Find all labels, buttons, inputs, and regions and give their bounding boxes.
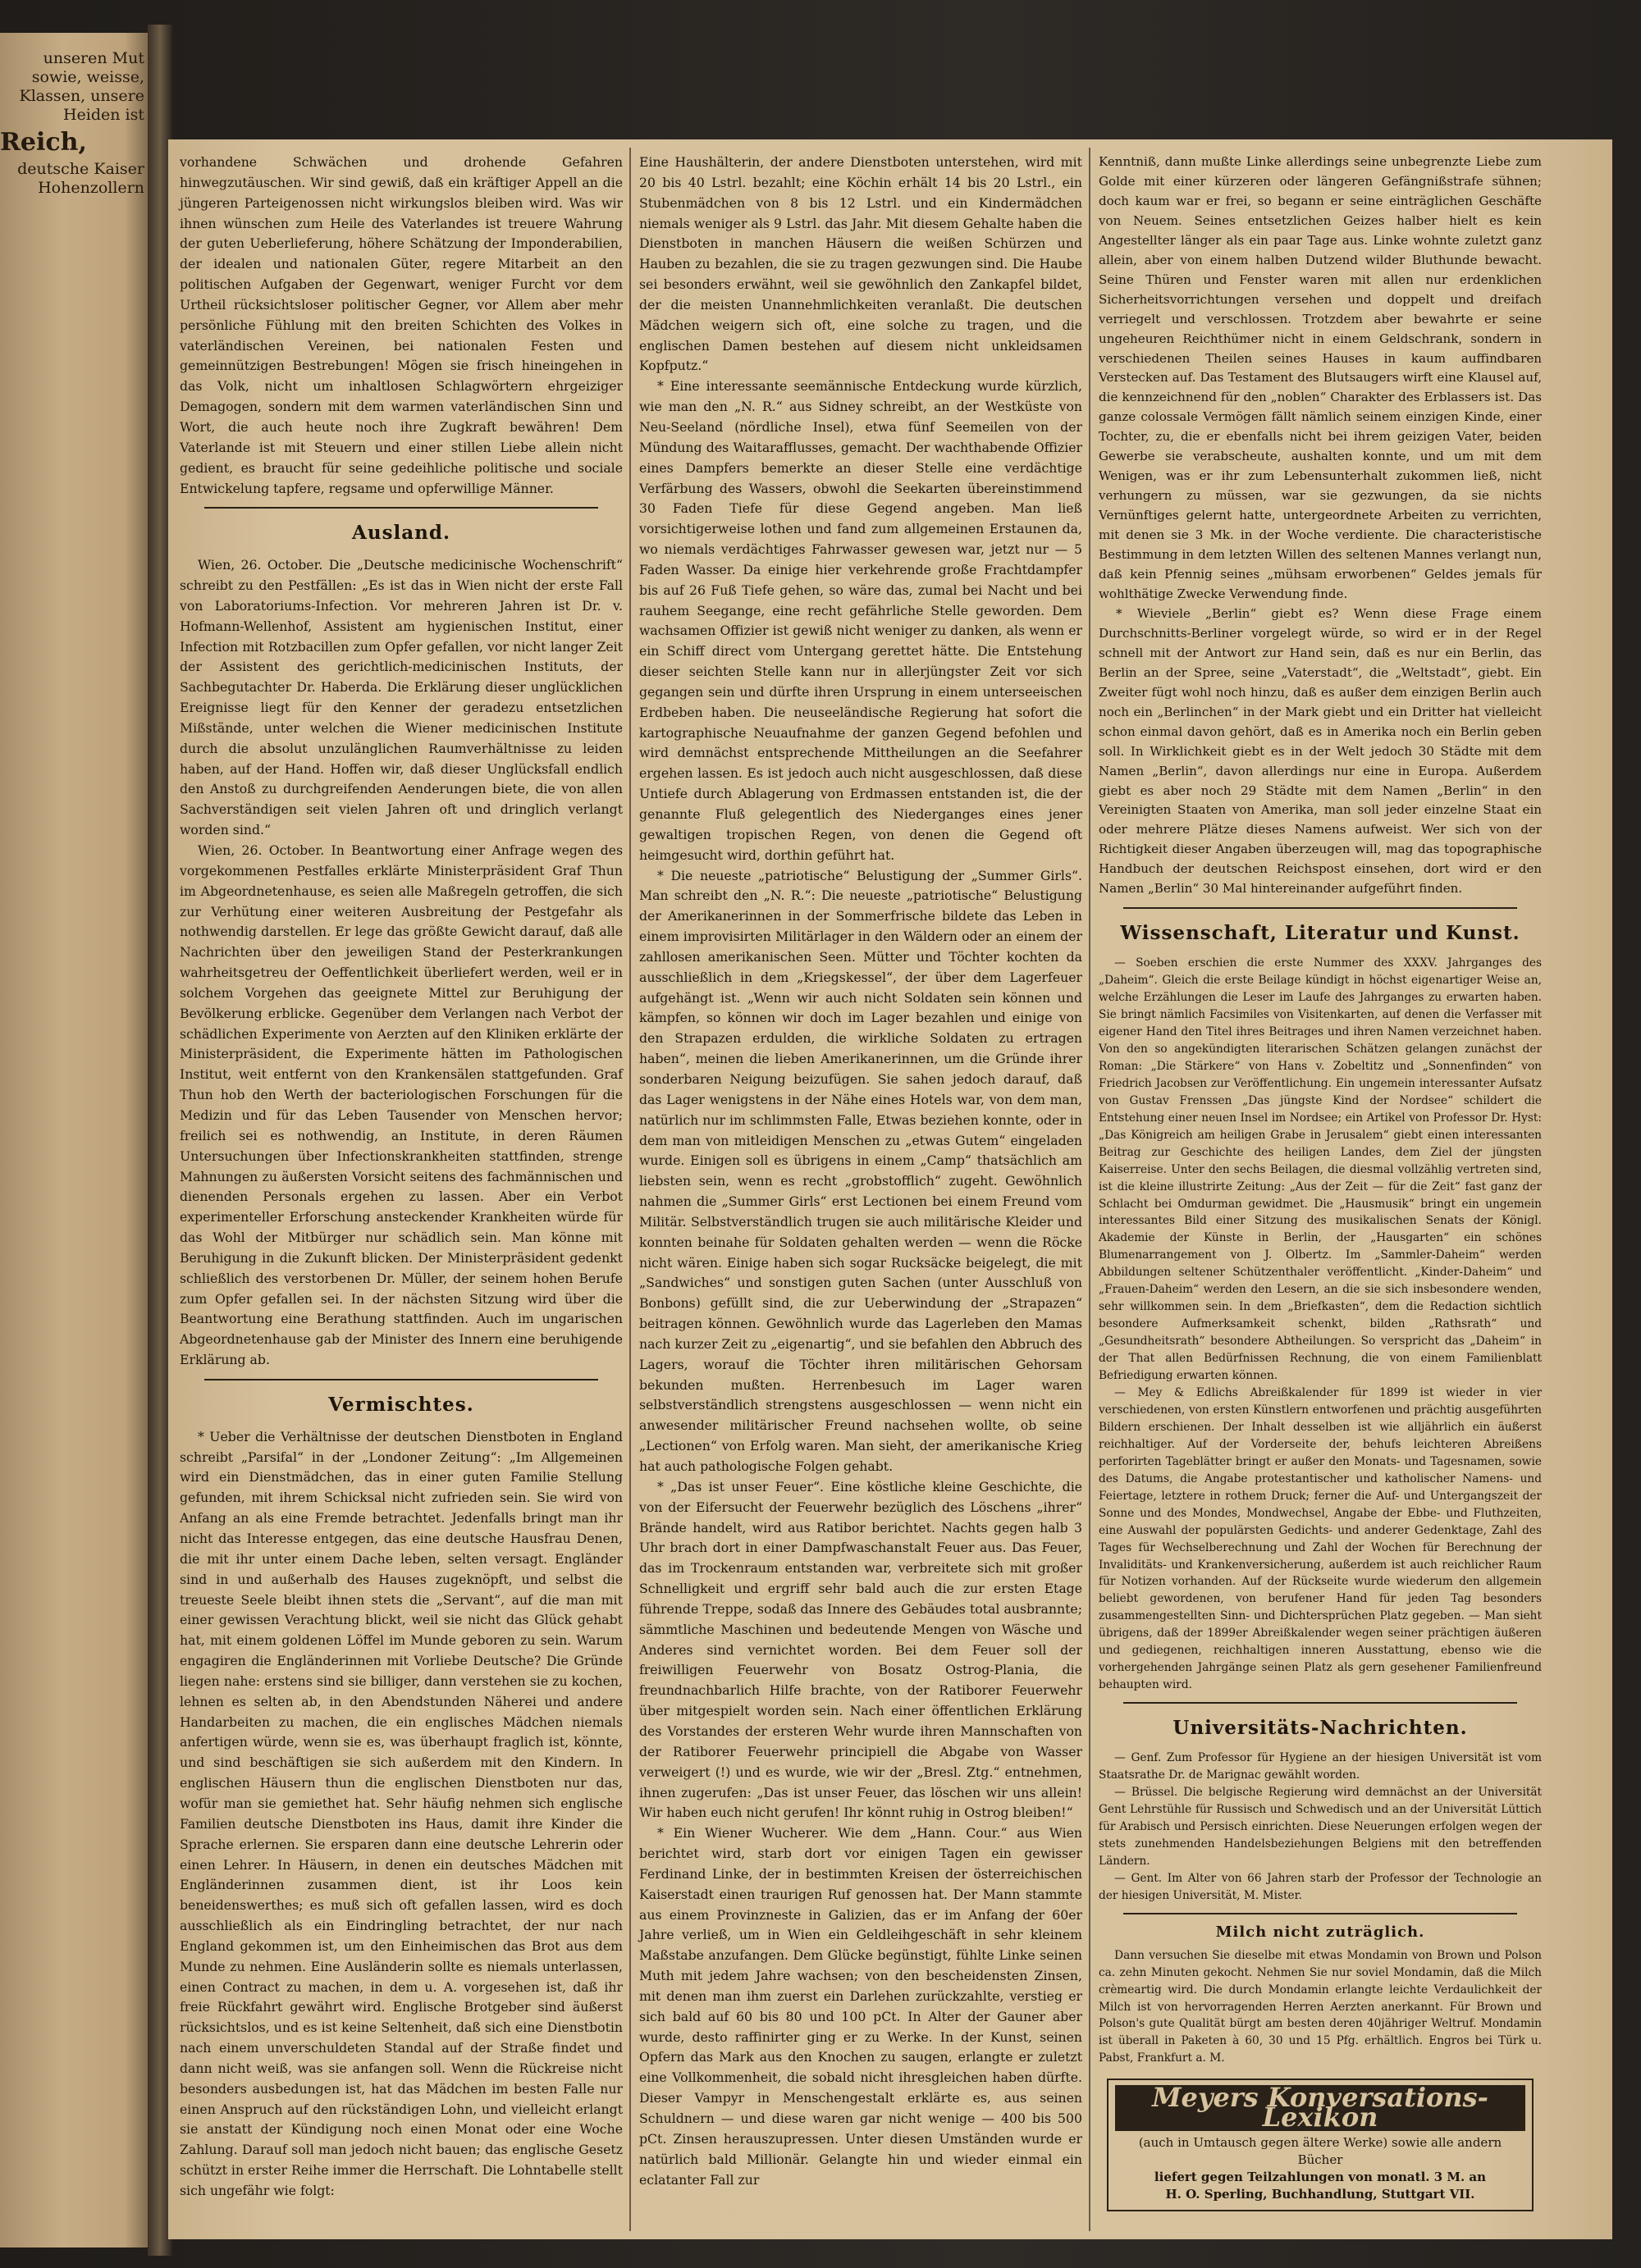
left-page-heading: Reich,: [0, 128, 87, 157]
section-divider: [1123, 907, 1517, 909]
advert-heading-milch: Milch nicht zuträglich.: [1215, 1923, 1425, 1941]
column-rule: [1089, 148, 1090, 2231]
column-rule: [629, 148, 631, 2231]
left-facing-page: [0, 33, 156, 2247]
left-page-line: Heiden ist: [62, 106, 144, 124]
article-continuation: vorhandene Schwächen und drohende Gefahren hinwegzutäuschen. Wir sind gewiß, daß ein kräftiger Appell an die jüngeren Parteigenossen nicht wirkungslos bleiben wird. Was wir ihnen wünschen zum Heile des Vaterlandes ist treuere Wahrung der guten Ueberlieferung, höhere Schätzung der Imponderabilien, der idealen und nationalen Güter, regere Mitarbeit an den politischen Aufgaben der Gegenwart, weniger Furcht vor dem Urtheil rücksichtsloser politischer Gegner, vor Allem aber mehr persönliche Fühlung mit den breiten Schichten des Volkes in vaterländischen Vereinen, bei nationalen Festen und gemeinnützigen Bestrebungen! Mögen sie frisch hineingehen in das Volk, nicht um inhaltlosen Schlagwörtern ehrgeiziger Demagogen, sondern mit dem warmen vaterländischen Sinn und Wort, die auch heute noch ihre Zugkraft bewähren! Dem Vaterlande ist mit Steuern und einer stillen Liebe allein nicht gedient, es braucht für seine gedeihliche politische und sociale Entwickelung tapfere, regsame und opferwillige Männer.: [180, 154, 623, 496]
column-3: [1099, 153, 1542, 2211]
article-continuation: Kenntniß, dann mußte Linke allerdings seine unbegrenzte Liebe zum Golde mit einer kürzeren oder längeren Gefängnißstrafe sühnen; doch kaum war er frei, so begann er seine einträglichen Geschäfte von Neuem. Seines entsetzlichen Geizes halber hielt es kein Angestellter länger als ein paar Tage aus. Linke wohnte zuletzt ganz allein, aber von einem halben Dutzend wilder Bluthunde bewacht. Seine Thüren und Fenster waren mit allen nur erdenklichen Sicherheitsvorrichtungen versehen und doppelt und dreifach verriegelt und verschlossen. Trotzdem aber bewahrte er seine ungeheuren Reichthümer nicht in einem Geldschrank, sondern in verschiedenen Theilen seines Hauses in kaum auffindbaren Verstecken auf. Das Testament des Blutsaugers wirft eine Klausel auf, die kennzeichnend für den „noblen“ Charakter des Erblassers ist. Das ganze colossale Vermögen fällt nämlich seinem einzigen Kinde, einer Tochter, zu, die er ebenfalls nicht bei ihrem geizigen Vater, beiden Gewerbe sie verabscheute, aushalten konnte, und um mit dem Wenigen, was er ihr zum Lebensunterhalt zukommen ließ, nicht verhungern zu müssen, war sie gezwungen, da sie nichts Vernünftiges gelernt hatte, untergeordnete Arbeiten zu verrichten, mit denen sie 3 Mk. in der Woche verdiente. Die characteristische Bestimmung in dem letzten Willen des seltenen Mannes verlangt nun, daß kein Pfennig seines „mühsam erworbenen“ Geldes jemals für wohlthätige Zwecke Verwendung finde.: [1099, 154, 1542, 601]
column-1: [180, 153, 623, 2202]
left-page-line: sowie, weisse,: [31, 68, 144, 86]
left-page-text: [0, 49, 148, 198]
article-continuation: Eine Haushälterin, der andere Dienstboten unterstehen, wird mit 20 bis 40 Lstrl. bezahlt; eine Köchin erhält 14 bis 20 Lstrl., ein Stubenmädchen von 8 bis 12 Lstrl. und ein Kindermädchen niemals weniger als 9 Lstrl. das Jahr. Mit diesem Gehalte haben die Dienstboten in manchen Häusern die weißen Schürzen und Hauben zu bezahlen, die sie zu tragen gezwungen sind. Die Haube sei besonders erwähnt, weil sie gewöhnlich den Zankapfel bildet, der die meisten Unannehmlichkeiten veranlaßt. Die deutschen Mädchen weigern sich oft, eine solche zu tragen, und die englischen Damen bestehen auf diesem nicht unkleidsamen Kopfputz.“: [639, 154, 1082, 374]
news-item: — Brüssel. Die belgische Regierung wird demnächst an der Universität Gent Lehrstühle für Russisch und Schwedisch und an der Universität Lüttich für Arabisch und Persisch einrichten. Diese Neuerungen erfolgen wegen der stets zunehmenden Handelsbeziehungen Belgiens mit den betreffenden Ländern.: [1099, 1786, 1542, 1868]
newspaper-page: [168, 139, 1612, 2239]
news-item: * „Das ist unser Feuer“. Eine köstliche kleine Geschichte, die von der Eifersucht der Feuerwehr bezüglich des Löschens „ihrer“ Brände handelt, wird aus Ratibor berichtet. Nachts gegen halb 3 Uhr brach dort in einer Dampfwaschanstalt Feuer aus. Das Feuer, das im Trockenraum entstanden war, verbreitete sich mit großer Schnelligkeit und ergriff sehr bald auch die zur ersten Etage führende Treppe, sodaß das Innere des Gebäudes total ausbrannte; sämmtliche Maschinen und bedeutende Mengen von Wäsche und Anderes sind vernichtet worden. Bei dem Feuer soll der freiwilligen Feuerwehr von Bosatz Ostrog-Plania, die freundnachbarlich Hilfe brachte, von der Ratiborer Feuerwehr über mitgespielt worden sein. Nach einer öffentlichen Erklärung des Vorstandes der ersteren Wehr wurde ihren Mannschaften von der Ratiborer Feuerwehr principiell die Abgabe von Wasser verweigert (!) und es wurde, wie wir der „Bresl. Ztg.“ entnehmen, ihnen zugerufen: „Das ist unser Feuer, das löschen wir uns allein! Wir haben euch nicht gerufen! Ihr könnt ruhig in Ostrog bleiben!“: [639, 1478, 1082, 1821]
section-heading-vermischtes: Vermischtes.: [328, 1393, 474, 1416]
news-item: * Ueber die Verhältnisse der deutschen Dienstboten in England schreibt „Parsifal“ in der „Londoner Zeitung“: „Im Allgemeinen wird ein Dienstmädchen, das in einer guten Familie Stellung gefunden, mit ihrem Schicksal nicht zufrieden sein. Sie wird von Anfang an als eine Fremde betrachtet. Jedenfalls bringt man ihr nicht das Interesse entgegen, das eine deutsche Hausfrau Denen, die mit ihr unter einem Dache leben, selten versagt. Engländer sind in und außerhalb des Hauses zugeknöpft, und selbst die treueste Seele bleibt ihnen stets die „Servant“, auf die man mit einer gewissen Verachtung blickt, weil sie nicht das Glück gehabt hat, mit einem goldenen Löffel im Munde geboren zu sein. Warum engagiren die Engländerinnen mit Vorliebe Deutsche? Die Gründe liegen nahe: erstens sind sie billiger, dann verstehen sie zu kochen, lehnen es selten ab, in den Abendstunden Näherei und andere Handarbeiten zu machen, die ein englisches Mädchen niemals anfertigen würde, wenn sie es, was überhaupt fraglich ist, könnte, und sind beschäftigen sie sich außerdem mit den Kindern. In englischen Häusern thun die englischen Dienstboten nur das, wofür man sie gemiethet hat. Sehr häufig nehmen sich englische Familien deutsche Dienstboten ins Haus, damit ihre Kinder die Sprache erlernen. Sie ersparen dann eine deutsche Lehrerin oder einen Lehrer. In Häusern, in denen ein deutsches Mädchen mit Engländerinnen zusammen dient, ist ihr Loos kein beneidenswerthes; es muß sich oft gefallen lassen, wird es doch ausschließlich als ein Eindringling betrachtet, der nur nach England gekommen ist, um den Einheimischen das Brot aus dem Munde zu nehmen. Eine Ausländerin sollte es niemals unterlassen, einen Contract zu machen, in dem u. A. vorgesehen ist, daß ihr freie Rückfahrt gewährt wird. Englische Brotgeber sind äußerst rücksichtslos, und es ist keine Seltenheit, daß sich eine Dienstbotin nach einem unverschuldeten Standal auf der Straße findet und dann nicht weiß, was sie anfangen soll. Wenn die Rückreise nicht besonders ausbedungen ist, hat das Mädchen im besten Falle nur einen Anspruch auf den rückständigen Lohn, und vielleicht erlangt sie anstatt der Kündigung noch einen Monat oder eine Woche Zahlung. Darauf soll man jedoch nicht bauen; das englische Gesetz schützt in erster Reihe immer die Herrschaft. Die Lohntabelle stellt sich ungefähr wie folgt:: [180, 1428, 623, 2198]
advert-line: (auch in Umtausch gegen ältere Werke) sowie alle andern Bücher: [1138, 2135, 1502, 2168]
left-page-line: Klassen, unsere: [19, 87, 144, 105]
section-divider: [204, 1379, 598, 1380]
section-heading-ausland: Ausland.: [352, 522, 450, 545]
section-divider: [204, 507, 598, 509]
news-item: — Gent. Im Alter von 66 Jahren starb der Professor der Technologie an der hiesigen Universität, M. Mister.: [1099, 1871, 1542, 1902]
section-divider: [1123, 1702, 1517, 1704]
news-item: * Die neueste „patriotische“ Belustigung der „Summer Girls“. Man schreibt den „N. R.“: Die neueste „patriotische“ Belustigung der Amerikanerinnen in der Sommerfrische bildete das Leben in einem improvisirten Militärlager in den Wäldern oder an einem der zahllosen amerikanischen Seen. Mütter und Töchter kochten da ausschließlich in dem „Kriegskessel“, der über dem Lagerfeuer aufgehängt ist. „Wenn wir auch nicht Soldaten sein können und kämpfen, so können wir doch im Lager bezahlen und einige von den Strapazen erdulden, die wirkliche Soldaten zu ertragen haben“, meinen die lieben Amerikanerinnen, um die Gründe ihrer sonderbaren Neigung beizufügen. Sie sahen jedoch darauf, daß das Lager wenigstens in der Nähe eines Hotels war, von dem man, natürlich nur im schlimmsten Falle, Etwas beziehen konnte, oder in dem man von mitleidigen Menschen zu „etwas Gutem“ eingeladen wurde. Einigen soll es übrigens in einem „Camp“ thatsächlich am liebsten sein, wenn es recht „grobstofflich“ zugeht. Gewöhnlich nahmen die „Summer Girls“ erst Lectionen bei einem Freund vom Militär. Selbstverständlich trugen sie auch militärische Kleider und konnten beinahe für Soldaten gehalten werden — wenn die Röcke nicht wären. Einige haben sich sogar Rucksäcke beigelegt, die mit „Sandwiches“ und sonstigen guten Sachen (unter Ausschluß von Bonbons) gefüllt sind, die zur Ueberwindung der „Strapazen“ beitragen können. Gewöhnlich wurde das Lagerleben den Mamas nach kurzer Zeit zu „eigenartig“, und sie befahlen den Abbruch des Lagers, worauf die Töchter ihren militärischen Gehorsam bekunden mußten. Herrenbesuch im Lager waren selbstverständlich strengstens ausgeschlossen — wenn nicht ein anwesender militärischer Freund nachsehen wollte, ob seine „Lectionen“ von Erfolg waren. Man sieht, der amerikanische Krieg hat auch pathologische Folgen gehabt.: [639, 867, 1082, 1474]
news-item: — Soeben erschien die erste Nummer des XXXV. Jahrganges des „Daheim“. Gleich die erste Beilage kündigt in höchst eigenartiger Weise an, welche Erzählungen die Leser im Laufe des Jahrganges zu erwarten haben. Sie bringt nämlich Facsimiles von Visitenkarten, auf denen die Verfasser mit eigener Hand den Titel ihres Beitrages und ihren Namen verzeichnet haben. Von den so angekündigten literarischen Schätzen gelangen zunächst der Roman: „Die Stärkere“ von Hans v. Zobeltitz und „Sonnenfinden“ von Friedrich Jacobsen zur Veröffentlichung. Ein ungemein interessanter Aufsatz von Gustav Frenssen „Das jüngste Kind der Nordsee“ schildert die Entstehung einer neuen Insel im Nordsee; ein Artikel von Professor Dr. Hyst: „Das Königreich am heiligen Grabe in Jerusalem“ giebt einen interessanten Beitrag zur Geschichte des heiligen Landes, dem Ziel der jüngsten Kaiserreise. Unter den sechs Beilagen, die diesmal vollzählig vertreten sind, ist die kleine illustrirte Zeitung: „Aus der Zeit — für die Zeit“ fast ganz der Schlacht bei Omdurman gewidmet. Die „Hausmusik“ bringt ein ungemein interessantes Bild einer Sitzung des musikalischen Senats der Königl. Akademie der Künste in Berlin, der „Hausgarten“ ein schönes Blumenarrangement von J. Olbertz. Im „Sammler-Daheim“ werden Abbildungen seltener Schützenthaler veröffentlicht. „Kinder-Daheim“ und „Frauen-Daheim“ werden den Lesern, an die sie sich insbesondere wenden, sehr willkommen sein. In dem „Briefkasten“, dem die Redaction sichtlich besondere Aufmerksamkeit schenkt, bilden „Rathsrath“ und „Gesundheitsrath“ besondere Abtheilungen. So verspricht das „Daheim“ in der That allen Bedürfnissen Rechnung, die von einem Familienblatt Befriedigung erwarten können.: [1099, 956, 1542, 1383]
advert-line: liefert gegen Teilzahlungen von monatl. 3 M. an: [1154, 2170, 1487, 2185]
news-item: * Ein Wiener Wucherer. Wie dem „Hann. Cour.“ aus Wien berichtet wird, starb dort vor einigen Tagen ein gewisser Ferdinand Linke, der in bestimmten Kreisen der österreichischen Kaiserstadt einen traurigen Ruf genossen hat. Der Mann stammte aus einem Provinzneste in Galizien, das er im Anfang der 60er Jahre verließ, um in Wien ein Geldleihgeschäft in sehr kleinem Maßstabe anzufangen. Dem Glücke begünstigt, fühlte Linke seinen Muth mit jedem Jahre wachsen; von den bescheidensten Zinsen, mit denen man ihm zuerst ein Darlehen zurückzahlte, verstieg er sich bald auf 60 bis 80 und 100 pCt. In Alter der Gauner aber wurde, desto raffinirter ging er zu Werke. In der Kunst, seinen Opfern das Mark aus den Knochen zu saugen, erlangte er zuletzt eine Vollkommenheit, die sobald nicht ihresgleichen haben dürfte. Dieser Vampyr in Menschengestalt erklärte es, aus seinen Schuldnern — und diese waren gar nicht wenige — 400 bis 500 pCt. Zinsen herauszupressen. Unter diesen Umständen wurde er natürlich bald Millionär. Gelangte hin und wieder einmal ein eclatanter Fall zur: [639, 1825, 1082, 2188]
advert-title: Meyers Konversations-Lexikon: [1115, 2085, 1525, 2131]
section-heading-wissenschaft: Wissenschaft, Literatur und Kunst.: [1120, 922, 1520, 945]
news-item: — Genf. Zum Professor für Hygiene an der hiesigen Universität ist vom Staatsrathe Dr. de Marignac gewählt worden.: [1099, 1751, 1542, 1782]
advertisement-box: [1107, 2079, 1534, 2211]
news-item: Wien, 26. October. Die „Deutsche medicinische Wochenschrift“ schreibt zu den Pestfällen: „Es ist das in Wien nicht der erste Fall von Laboratoriums-Infection. Vor mehreren Jahren ist Dr. v. Hofmann-Wellenhof, Assistent am hygienischen Institut, einer Infection mit Rotzbacillen zum Opfer gefallen, vor nicht langer Zeit der Assistent des gerichtlich-medicinischen Instituts, der Sachbegutachter Dr. Haberda. Die Erklärung dieser unglücklichen Ereignisse liegt für den Kenner der geradezu entsetzlichen Mißstände, unter welchen die Wiener medicinischen Institute durch die absolut unzulänglichen Raumverhältnisse zu leiden haben, auf der Hand. Hoffen wir, daß dieser Unglücksfall endlich den Anstoß zu durchgreifenden Aenderungen biete, die von allen Sachverständigen seit vielen Jahren oft und dringlich verlangt worden sind.“: [180, 557, 623, 838]
section-divider: [1123, 1913, 1517, 1914]
advert-line: H. O. Sperling, Buchhandlung, Stuttgart VII.: [1165, 2187, 1475, 2202]
news-item: — Mey & Edlichs Abreißkalender für 1899 ist wieder in vier verschiedenen, von ersten Künstlern entworfenen und prächtig ausgeführten Bildern erschienen. Der Inhalt desselben ist wie alljährlich ein äußerst reichhaltiger. Auf der Vorderseite der, behufs leichteren Abreißens perforirten Tageblätter bringt er außer den Monats- und Tagesnamen, sowie des Datums, die Angabe protestantischer und katholischer Namens- und Feiertage, letztere in rothem Druck; ferner die Auf- und Untergangszeit der Sonne und des Mondes, Mondwechsel, Angabe der Ebbe- und Fluthzeiten, eine Auswahl der populärsten Gedichts- und anderer Gedenktage, Zahl des Tages für Wechselberechnung und Zahl der Wochen für Berechnung der Invaliditäts- und Krankenversicherung, außerdem ist auch reichlicher Raum für Notizen vorhanden. Auf der Rückseite wurde wiederum den allgemein beliebt gewordenen, von berufener Hand für jeden Tag besonders zusammengestellten Sinn- und Dichtersprüchen Platz gegeben. — Man sieht übrigens, daß der 1899er Abreißkalender wegen seiner prächtigen äußeren und gediegenen, reichhaltigen inneren Ausstattung, ebenso wie die vorhergehenden Jahrgänge seinen Platz als gern gesehener Familienfreund behaupten wird.: [1099, 1386, 1542, 1692]
left-page-line: Hohenzollern: [38, 179, 144, 197]
left-page-line: deutsche Kaiser: [17, 160, 144, 178]
news-item: * Eine interessante seemännische Entdeckung wurde kürzlich, wie man den „N. R.“ aus Sidney schreibt, an der Westküste von Neu-Seeland (nördliche Insel), etwa fünf Seemeilen von der Mündung des Waitarafflusses, gemacht. Der wachthabende Offizier eines Dampfers bemerkte an dieser Stelle eine verdächtige Verfärbung des Wassers, obwohl die Seekarten übereinstimmend 30 Faden Tiefe für diese Gegend angeben. Man ließ vorsichtigerweise lothen und fand zum allgemeinen Erstaunen da, wo niemals verdächtiges Fahrwasser gewesen war, jetzt nur — 5 Faden Wasser. Da einige hier verkehrende große Frachtdampfer bis auf 26 Fuß Tiefe gehen, so wäre das, zumal bei Nacht und bei rauhem Seegange, eine recht gefährliche Stelle geworden. Dem wachsamen Offizier ist gewiß nicht weniger zu danken, als wenn er ein Schiff direct vom Untergang gerettet hätte. Die Entstehung dieser seichten Stelle kann nur in allerjüngster Zeit vor sich gegangen sein und dürfte ihren Ursprung in einem unterseeischen Erdbeben haben. Die neuseeländische Regierung hat sofort die kartographische Neuaufnahme der ganzen Gegend befohlen und wird demnächst entsprechende Mittheilungen an die Seefahrer ergehen lassen. Es ist jedoch auch nicht ausgeschlossen, daß diese Untiefe durch Ablagerung von Erdmassen entstanden ist, die der genannte Fluß gelegentlich des Niederganges eines jener gewaltigen tropischen Regen, von denen die Gegend oft heimgesucht wird, dorthin geführt hat.: [639, 378, 1082, 863]
column-2: [639, 153, 1082, 2190]
news-item: * Wieviele „Berlin“ giebt es? Wenn diese Frage einem Durchschnitts-Berliner vorgelegt würde, so wird er in der Regel schnell mit der Antwort zur Hand sein, daß es nur ein Berlin, das Berlin an der Spree, seine „Vaterstadt“, die „Weltstadt“, giebt. Ein Zweiter fügt wohl noch hinzu, daß es außer dem einzigen Berlin auch noch ein „Berlinchen“ in der Mark giebt und ein Dritter hat vielleicht schon einmal davon gehört, daß es in Amerika noch ein Berlin geben soll. In Wirklichkeit giebt es in der Welt jedoch 30 Städte mit dem Namen „Berlin“, davon allerdings nur eine in Europa. Außerdem giebt es aber noch 29 Städte mit dem Namen „Berlin“ in den Vereinigten Staaten von Amerika, man soll jeder einzelne Staat ein oder mehrere Plätze dieses Namens aufweist. Wer sich von der Richtigkeit dieser Angaben überzeugen will, mag das topographische Handbuch der deutschen Reichspost einsehen, dort wird er den Namen „Berlin“ 30 Mal hintereinander aufgeführt finden.: [1099, 605, 1542, 897]
section-heading-universitaet: Universitäts-Nachrichten.: [1172, 1717, 1468, 1740]
left-page-line: unseren Mut: [43, 49, 144, 67]
news-item: Wien, 26. October. In Beantwortung einer Anfrage wegen des vorgekommenen Pestfalles erklärte Ministerpräsident Graf Thun im Abgeordnetenhause, es seien alle Maßregeln getroffen, die sich zur Verhütung einer weiteren Ausbreitung der Pestgefahr als nothwendig darstellen. Er lege das größte Gewicht darauf, daß alle Nachrichten über den jeweiligen Stand der Pesterkrankungen wahrheitsgetreu der Oeffentlichkeit überliefert werden, weil er in solchem Vorgehen das geeignete Mittel zur Beruhigung der Bevölkerung erblicke. Gegenüber dem Verlangen nach Verbot der schädlichen Experimente von Aerzten auf den Kliniken erklärte der Ministerpräsident, die Experimente hätten im Pathologischen Institut, weit entfernt von den Krankensälen stattgefunden. Graf Thun hob den Werth der bacteriologischen Forschungen für die Medizin und für das Leben Tausender von Menschen hervor; freilich sei es nothwendig, an Institute, in deren Räumen Untersuchungen über Infectionskrankheiten stattfinden, strenge Mahnungen zu äußersten Vorsicht seitens des fachmännischen und dienenden Personals ergehen zu lassen. Aber ein Verbot experimenteller Erforschung ansteckender Krankheiten würde für das Wohl der Mitbürger nur schädlich sein. Man könne mit Beruhigung in die Zukunft blicken. Der Ministerpräsident gedenkt schließlich des verstorbenen Dr. Müller, der seinem hohen Berufe zum Opfer gefallen sei. In der nächsten Sitzung wird über die Beantwortung eine Berathung stattfinden. Auch im ungarischen Abgeordnetenhause gab der Minister des Innern eine beruhigende Erklärung ab.: [180, 842, 623, 1368]
advert-text: Dann versuchen Sie dieselbe mit etwas Mondamin von Brown und Polson ca. zehn Minuten gekocht. Nehmen Sie nur soviel Mondamin, daß die Milch crèmeartig wird. Die durch Mondamin erlangte leichte Verdaulichkeit der Milch ist von hervorragenden Herren Aerzten anerkannt. Für Brown und Polson's gute Qualität bürgt am besten deren 40jähriger Weltruf. Mondamin ist überall in Paketen à 60, 30 und 15 Pfg. erhältlich. Engros bei Türk u. Pabst, Frankfurt a. M.: [1099, 1948, 1542, 2065]
